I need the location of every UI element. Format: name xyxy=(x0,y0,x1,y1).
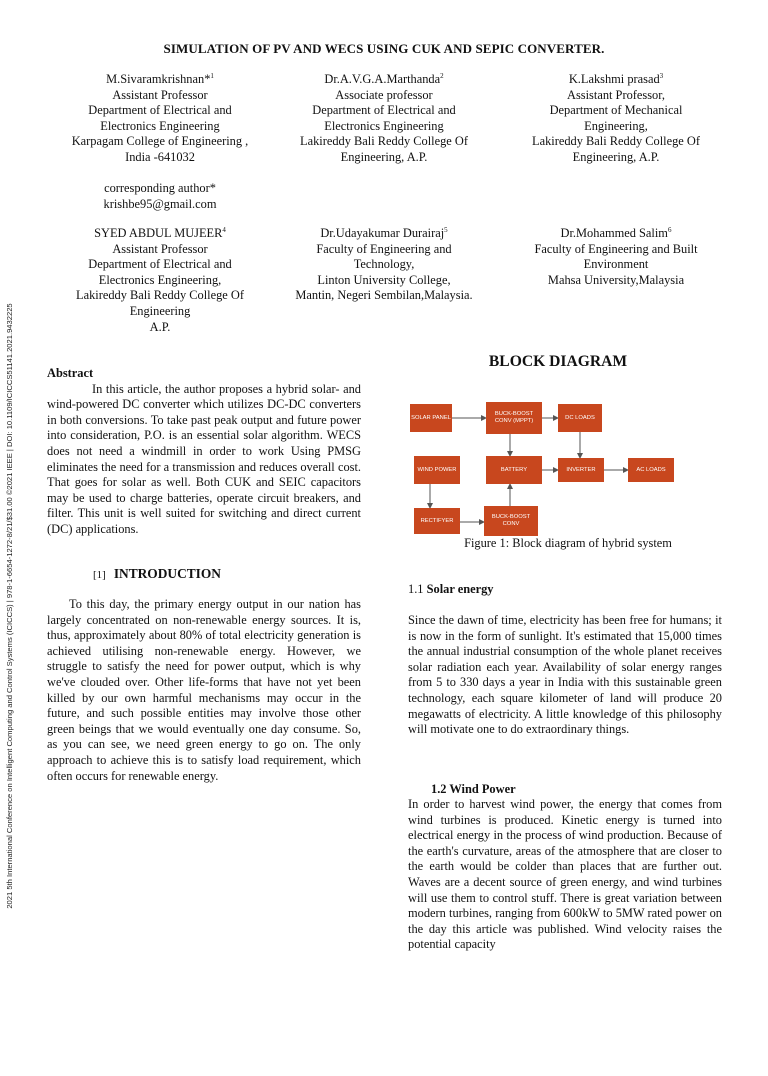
dc-loads-block: DC LOADS xyxy=(558,404,602,432)
author-name: Dr.A.V.G.A.Marthanda$^2$ xyxy=(324,71,444,86)
abstract-text: In this article, the author proposes a hybrid solar- and wind-powered DC converter which utilizes DC-DC converters in both conversions. To take past peak output and future power into consideration, P.O. is an essential solar algorithm. WECS does not need a windmill in order to work Using PMSG eliminates the need for a transmission and reduces overall cost. That goes for solar as well. Both CUK and SEIC capacitors may be used to charge batteries, operate circuit breakers, and filter. This unit is well suited for switching and direct current (DC) applications. xyxy=(47,381,361,536)
introduction-text: To this day, the primary energy output in our nation has largely concentrated on non-renewable energy sources. It is, thus, approximately about 80% of total electricity generation is achieved utilising non-renewable energy. However, we struggle to satisfy the need for power output, which is why we've clouded over. Other life-forms that have not yet been killed by our own harmful mechanisms may occur in the future, and such possible entities may involve those other green beings that we would eventually one day consume. So, as you can see, we need green energy to go on. The only approach to achieve this is to satisfy load requirement, which often occurs for renewable energy. xyxy=(47,597,361,783)
buck-boost-mppt-block: BUCK-BOOST CONV (MPPT) xyxy=(486,402,542,434)
wind-power-text: In order to harvest wind power, the energy that comes from wind turbines is produced. Kinetic energy is turned into electrical energy in the process of wind production. Because of the earth's curvature, areas of the atmosphere that are closer to the earth would be colder than places that are further out. Waves are a decent source of green energy, and wind turbines will use them to control stuff. There is great variation between modern turbines, ranging from 600kW to 5MW rated power on the day this article was published. Wind velocity raises the potential capacity xyxy=(408,797,722,952)
block-diagram xyxy=(408,400,708,536)
introduction-heading: [1] INTRODUCTION xyxy=(93,566,221,581)
author-block-6: Dr.Mohammed Salim$^6$ Faculty of Engineering and Built Environment Mahsa University,Malaysia xyxy=(496,226,736,288)
author-block-3: K.Lakshmi prasad$^3$ Assistant Professor, Department of Mechanical Engineering, Lakireddy Bali Reddy College Of Engineering, A.P. xyxy=(496,72,736,166)
wind-power-heading: 1.2 Wind Power xyxy=(431,782,516,796)
buck-boost-block-2: BUCK-BOOST CONV xyxy=(484,506,538,536)
solar-energy-heading: 1.1 Solar energy xyxy=(408,582,494,596)
wind-power-section xyxy=(408,797,722,953)
wind-power-block: WIND POWER xyxy=(414,456,460,484)
conference-doi-strip: 2021 5th International Conference on Intelligent Computing and Control Systems (ICICCS) | 978-1-6654-1272-8/21/$31.00 ©2021 IEEE | DOI: 10.1109/ICICCS51141.2021.9432225 xyxy=(5,303,14,909)
rectifier-block: RECTIFYER xyxy=(414,508,460,534)
solar-panel-block: SOLAR PANEL xyxy=(410,404,452,432)
author-name: Dr.Mohammed Salim$^6$ xyxy=(560,225,672,240)
author-block-1: M.Sivaramkrishnan*$^1$ Assistant Professor Department of Electrical and Electronics Engineering Karpagam College of Engineering , India -641032 corresponding author* krishbe95@gmail.com xyxy=(40,72,280,212)
introduction-section xyxy=(47,597,361,784)
paper-title: SIMULATION OF PV AND WECS USING CUK AND SEPIC CONVERTER. xyxy=(163,41,605,56)
solar-energy-section xyxy=(408,613,722,738)
ac-loads-block: AC LOADS xyxy=(628,458,674,482)
author-name: K.Lakshmi prasad$^3$ xyxy=(568,71,664,86)
abstract-section xyxy=(47,366,361,538)
figure-caption: Figure 1: Block diagram of hybrid system xyxy=(464,536,672,550)
abstract-heading: Abstract xyxy=(47,366,94,380)
author-block-4: SYED ABDUL MUJEER$^4$ Assistant Professor Department of Electrical and Electronics Engineering, Lakireddy Bali Reddy College Of Engineering A.P. xyxy=(40,226,280,335)
inverter-block: INVERTER xyxy=(558,458,604,482)
author-name: SYED ABDUL MUJEER$^4$ xyxy=(94,225,226,240)
solar-energy-text: Since the dawn of time, electricity has been free for humans; it is now in the form of sunlight. It's estimated that 15,000 times the annual industrial consumption of the whole planet receives solar radiation each year. Availability of solar energy ranges from 5 to 330 days a year in India with this sustainable green technology, each square kilometer of land will produce 20 megawatts of electricity. A little knowledge of this philosophy will motivate one to do extraordinary things. xyxy=(408,613,722,737)
author-block-2: Dr.A.V.G.A.Marthanda$^2$ Associate professor Department of Electrical and Electronics Engineering Lakireddy Bali Reddy College Of Engineering, A.P. xyxy=(264,72,504,166)
block-diagram-heading: BLOCK DIAGRAM xyxy=(488,353,628,370)
author-name: M.Sivaramkrishnan*$^1$ xyxy=(106,71,214,86)
author-email: krishbe95@gmail.com xyxy=(103,196,217,211)
author-block-5: Dr.Udayakumar Durairaj$^5$ Faculty of Engineering and Technology, Linton University College, Mantin, Negeri Sembilan,Malaysia. xyxy=(264,226,504,304)
battery-block: BATTERY xyxy=(486,456,542,484)
author-name: Dr.Udayakumar Durairaj$^5$ xyxy=(320,225,448,240)
